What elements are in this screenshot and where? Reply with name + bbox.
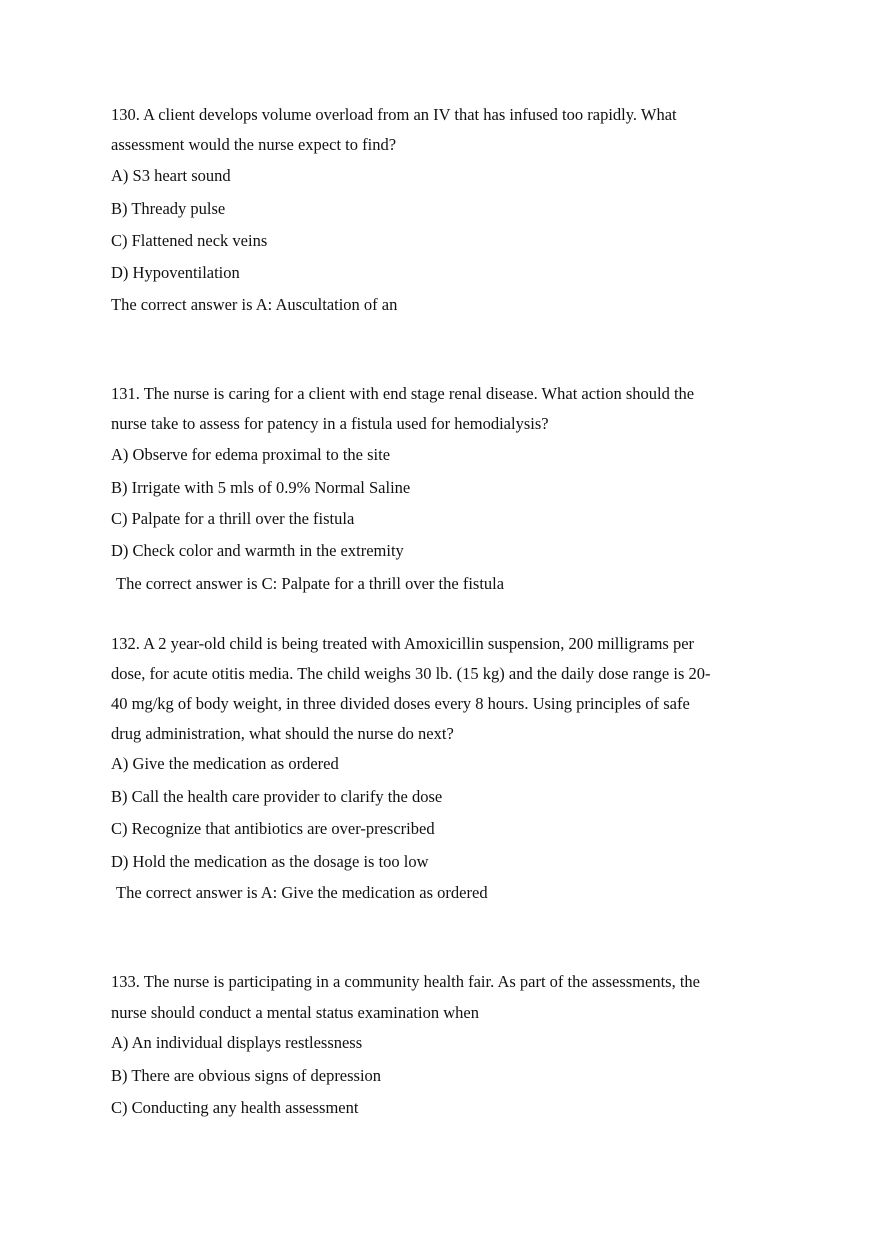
option-c: C) Flattened neck veins	[111, 231, 268, 250]
question-stem-line: nurse take to assess for patency in a fistula used for hemodialysis?	[111, 414, 549, 433]
option-c: C) Palpate for a thrill over the fistula	[111, 509, 355, 528]
option-d: D) Check color and warmth in the extremity	[111, 541, 404, 560]
correct-answer: The correct answer is C: Palpate for a thrill over the fistula	[116, 574, 505, 593]
option-b: B) Call the health care provider to clarify the dose	[111, 787, 443, 806]
option-a: A) S3 heart sound	[111, 166, 231, 185]
option-d: D) Hypoventilation	[111, 263, 240, 282]
question-stem-line: 130. A client develops volume overload from an IV that has infused too rapidly. What	[111, 105, 677, 124]
option-c: C) Recognize that antibiotics are over-prescribed	[111, 819, 435, 838]
question-stem-line: dose, for acute otitis media. The child weighs 30 lb. (15 kg) and the daily dose range is 20-	[111, 664, 711, 683]
option-b: B) There are obvious signs of depression	[111, 1066, 382, 1085]
question-stem-line: 131. The nurse is caring for a client with end stage renal disease. What action should the	[111, 384, 695, 403]
correct-answer: The correct answer is A: Give the medication as ordered	[116, 883, 488, 902]
option-b: B) Thready pulse	[111, 199, 226, 218]
option-c: C) Conducting any health assessment	[111, 1098, 359, 1117]
option-b: B) Irrigate with 5 mls of 0.9% Normal Saline	[111, 478, 411, 497]
correct-answer: The correct answer is A: Auscultation of an	[111, 295, 398, 314]
option-a: A) An individual displays restlessness	[111, 1033, 363, 1052]
question-stem-line: 40 mg/kg of body weight, in three divided doses every 8 hours. Using principles of safe	[111, 694, 690, 713]
option-a: A) Give the medication as ordered	[111, 754, 339, 773]
question-stem-line: nurse should conduct a mental status examination when	[111, 1003, 479, 1022]
question-stem-line: 132. A 2 year-old child is being treated with Amoxicillin suspension, 200 milligrams per	[111, 634, 695, 653]
option-d: D) Hold the medication as the dosage is too low	[111, 852, 429, 871]
question-stem-line: assessment would the nurse expect to find?	[111, 135, 397, 154]
question-stem-line: 133. The nurse is participating in a community health fair. As part of the assessments, the	[111, 972, 700, 991]
question-stem-line: drug administration, what should the nurse do next?	[111, 724, 454, 743]
option-a: A) Observe for edema proximal to the site	[111, 445, 391, 464]
